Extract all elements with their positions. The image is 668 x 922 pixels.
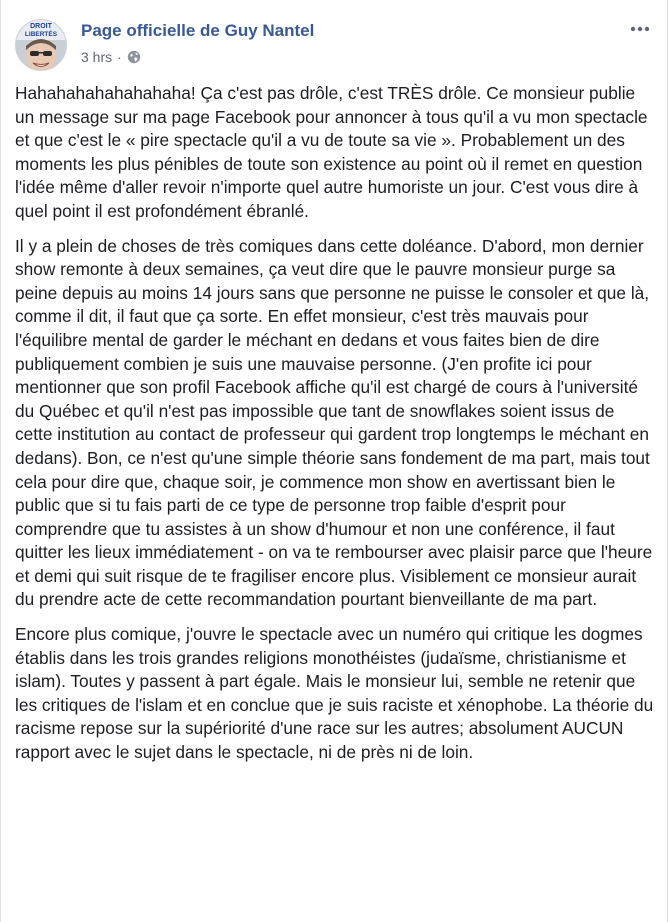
post-timestamp[interactable]: 3 hrs [81, 49, 113, 65]
page-name-link[interactable]: Page officielle de Guy Nantel [81, 21, 315, 40]
post-paragraph: Hahahahahahahahaha! Ça c'est pas drôle, c'est TRÈS drôle. Ce monsieur publie un message sur ma page Facebook pour annoncer à tous qu'il a vu mon spectacle et que c'est le « pire spectacle qu'il a vu de toute sa vie ». Probablement un des moments les plus pénibles de toute son existence au point où il remet en question l'idée même d'aller revoir n'importe quel autre humoriste un jour. C'est vous dire à quel point il est profondément ébranlé. [15, 83, 648, 221]
post-paragraph: Encore plus comique, j'ouvre le spectacle avec un numéro qui critique les dogmes établis dans les trois grandes religions monothéistes (judaïsme, christianisme et islam). Toutes y passent à part égale. Mais le monsieur lui, semble ne retenir que les critiques de l'islam et en conclue que je suis raciste et xénophobe. La théorie du racisme repose sur la supériorité d'une race sur les autres; absolument AUCUN rapport avec le sujet dans le spectacle, ni de près ni de loin. [15, 624, 654, 763]
avatar[interactable] [15, 19, 67, 71]
post-header [1, 0, 667, 78]
avatar-image [16, 20, 66, 70]
avatar-text-line2: LIBERTÉS [24, 31, 58, 38]
post-meta [81, 49, 141, 65]
post-paragraph: Il y a plein de choses de très comiques dans cette doléance. D'abord, mon dernier show remonte à deux semaines, ça veut dire que le pauvre monsieur purge sa peine depuis au moins 14 jours sans que personne ne puisse le consoler et que là, comme il dit, il faut que ça sorte. En effet monsieur, c'est très mauvais pour l'équilibre mental de garder le méchant en dedans et vous faites bien de dire publiquement combien je suis une mauvaise personne. (J'en profite ici pour mentionner que son profil Facebook affiche qu'il est chargé de cours à l'université du Québec et qu'il n'est pas impossible que tant de snowflakes soient issus de cette institution au contact de professeur qui gardent trop longtemps le méchant en dedans). Bon, ce n'est qu'une simple théorie sans fondement de ma part, mais tout cela pour dire que, chaque soir, je commence mon show en avertissant bien le public que si tu fais parti de ce type de personne trop faible d'esprit pour comprendre que tu assistes à un show d'humour et non une conférence, il faut quitter les lieux immédiatement - on va te rembourser avec plaisir parce que l'heure et demi qui suit risque de te fragiliser encore plus. Visiblement ce monsieur aurait du prendre acte de cette recommandation pourtant bienveillante de ma part. [15, 235, 653, 610]
more-options-button[interactable] [625, 14, 655, 44]
avatar-text-line1: DROIT [30, 23, 52, 30]
post-body [15, 82, 655, 776]
globe-icon[interactable] [127, 50, 141, 64]
more-options-icon [630, 26, 650, 32]
meta-separator: · [117, 49, 122, 65]
